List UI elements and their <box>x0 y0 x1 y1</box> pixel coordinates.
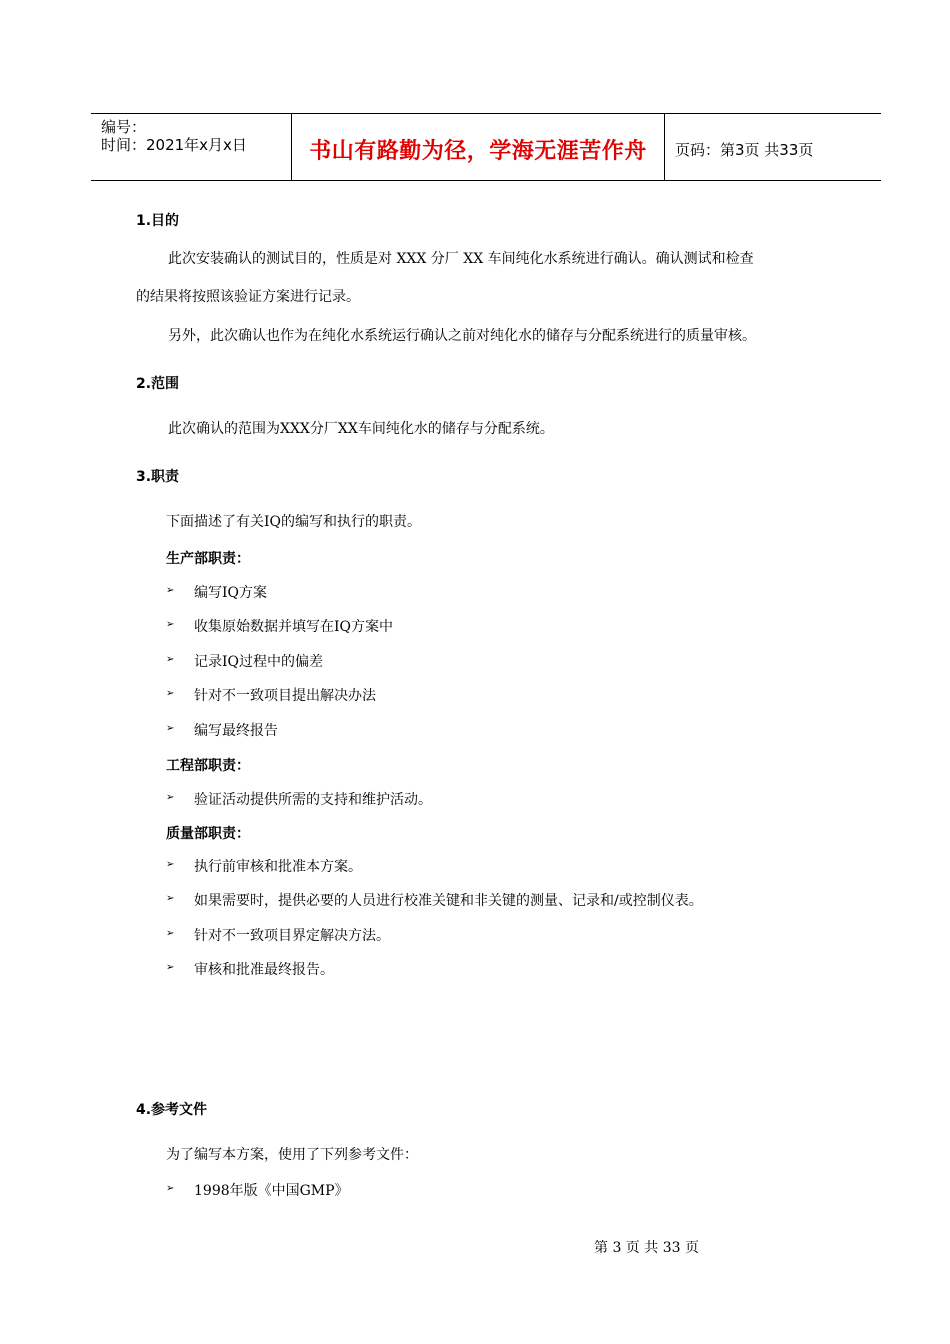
engineering-duties-title: 工程部职责： <box>166 758 250 774</box>
bullet-arrow-icon: ➢ <box>166 654 175 665</box>
bullet-arrow-icon: ➢ <box>166 962 175 973</box>
quality-duties-title: 质量部职责： <box>166 826 250 842</box>
bullet-arrow-icon: ➢ <box>166 723 175 734</box>
section-1-heading: 1.目的 <box>136 213 180 229</box>
bullet-arrow-icon: ➢ <box>166 859 175 870</box>
section-4-heading: 4.参考文件 <box>136 1102 208 1118</box>
section-2-paragraph: 此次确认的范围为XXX分厂XX车间纯化水的储存与分配系统。 <box>168 421 554 437</box>
list-item-text: 如果需要时，提供必要的人员进行校准关键和非关键的测量、记录和/或控制仪表。 <box>194 893 703 909</box>
bullet-arrow-icon: ➢ <box>166 1183 175 1194</box>
list-item-text: 收集原始数据并填写在IQ方案中 <box>194 619 394 635</box>
header-motto: 书山有路勤为径，学海无涯苦作舟 <box>309 139 647 164</box>
section-3-intro: 下面描述了有关IQ的编写和执行的职责。 <box>166 514 422 530</box>
section-1-paragraph-2: 另外，此次确认也作为在纯化水系统运行确认之前对纯化水的储存与分配系统进行的质量审核。 <box>168 328 756 344</box>
list-item-text: 1998年版《中国GMP》 <box>194 1183 349 1199</box>
bullet-arrow-icon: ➢ <box>166 893 175 904</box>
bullet-arrow-icon: ➢ <box>166 792 175 803</box>
header-page-cell <box>665 114 881 180</box>
list-item-text: 审核和批准最终报告。 <box>194 962 334 978</box>
production-duties-title: 生产部职责： <box>166 551 250 567</box>
section-3-heading: 3.职责 <box>136 469 180 485</box>
section-2-heading: 2.范围 <box>136 376 180 392</box>
page-header <box>91 113 881 181</box>
bullet-arrow-icon: ➢ <box>166 619 175 630</box>
bullet-arrow-icon: ➢ <box>166 928 175 939</box>
header-info-cell <box>91 114 292 180</box>
section-1-paragraph-line-1: 此次安装确认的测试目的，性质是对 XXX 分厂 XX 车间纯化水系统进行确认。确认测试和检查 <box>168 251 754 267</box>
document-date: 时间：2021年x月x日 <box>101 136 247 154</box>
section-1-paragraph-line-2: 的结果将按照该验证方案进行记录。 <box>136 289 360 305</box>
list-item-text: 执行前审核和批准本方案。 <box>194 859 362 875</box>
list-item-text: 针对不一致项目提出解决办法 <box>194 688 376 704</box>
list-item-text: 编写最终报告 <box>194 723 278 739</box>
list-item-text: 编写IQ方案 <box>194 585 268 601</box>
bullet-arrow-icon: ➢ <box>166 688 175 699</box>
header-motto-cell <box>292 114 665 180</box>
list-item-text: 针对不一致项目界定解决方法。 <box>194 928 390 944</box>
list-item-text: 记录IQ过程中的偏差 <box>194 654 324 670</box>
bullet-arrow-icon: ➢ <box>166 585 175 596</box>
page-footer: 第 3 页 共 33 页 <box>594 1240 699 1256</box>
list-item-text: 验证活动提供所需的支持和维护活动。 <box>194 792 432 808</box>
section-4-intro: 为了编写本方案，使用了下列参考文件： <box>166 1147 418 1163</box>
header-page-info: 页码：第3页 共33页 <box>675 141 814 159</box>
document-number-label: 编号： <box>101 118 147 136</box>
